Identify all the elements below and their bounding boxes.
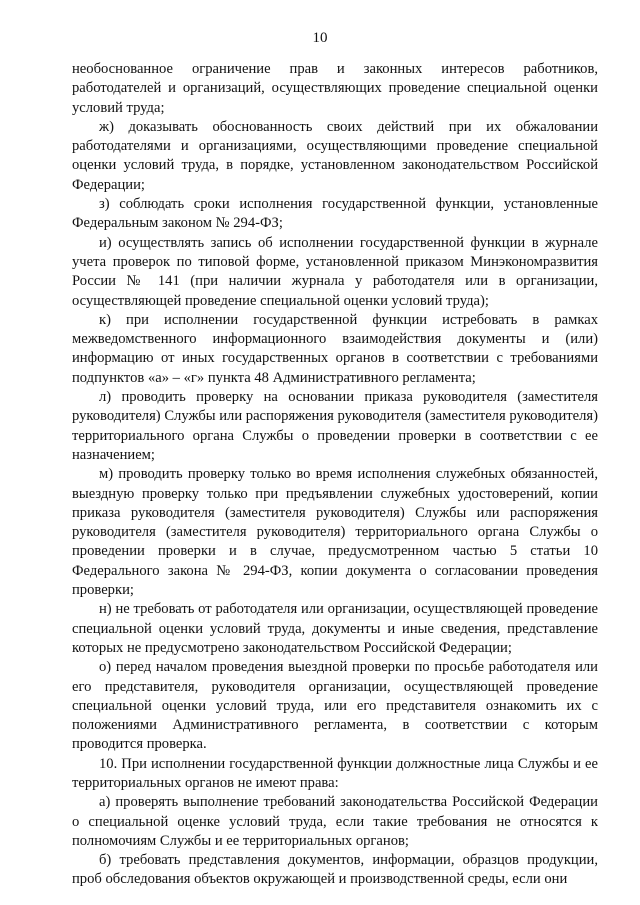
- paragraph-item-k: к) при исполнении государственной функции истребовать в рамках межведомственного информационного взаимодействия документы и (или) информацию от иных государственных органов в соответствии с требованиями подпунктов «а» – «г» пункта 48 Административного регламента;: [72, 311, 598, 386]
- paragraph-continuation: необоснованное ограничение прав и законных интересов работников, работодателей и организаций, осуществляющих проведение специальной оценки условий труда;: [72, 61, 598, 116]
- document-body: [72, 60, 598, 890]
- paragraph-item-b: б) требовать представления документов, информации, образцов продукции, проб обследования объектов окружающей и производственной среды, если они: [72, 852, 598, 888]
- paragraph-item-l: л) проводить проверку на основании приказа руководителя (заместителя руководителя) Службы или распоряжения руководителя (заместителя руководителя) территориального органа Службы о проведении проверки в соответствии с ее назначением;: [72, 389, 598, 463]
- paragraph-section-10: 10. При исполнении государственной функции должностные лица Службы и ее территориальных органов не имеют права:: [72, 755, 598, 791]
- paragraph-item-z: з) соблюдать сроки исполнения государственной функции, установленные Федеральным законом № 294-ФЗ;: [72, 196, 598, 232]
- paragraph-item-m: м) проводить проверку только во время исполнения служебных обязанностей, выездную проверку только при предъявлении служебных удостоверений, копии приказа руководителя (заместителя руководителя) Службы или распоряжения руководителя (заместителя руководителя) территориального органа Службы о проведении проверки и в случае, предусмотренном частью 5 статьи 10 Федерального закона № 294-ФЗ, копии документа о согласовании проведения проверки;: [72, 466, 598, 599]
- paragraph-item-o: о) перед началом проведения выездной проверки по просьбе работодателя или его представителя, руководителя организации, осуществляющей проведение специальной оценки условий труда, или его представителя ознакомить их с положениями Административного регламента, в соответствии с которым проводится проверка.: [72, 659, 598, 753]
- paragraph-item-zh: ж) доказывать обоснованность своих действий при их обжаловании работодателями и организациями, осуществляющими проведение специальной оценки условий труда, в порядке, установленном законодательством Российской Федерации;: [72, 118, 598, 193]
- paragraph-item-a: а) проверять выполнение требований законодательства Российской Федерации о специальной оценке условий труда, если такие требования не относятся к полномочиям Службы и ее территориальных органов;: [72, 794, 598, 849]
- page-number: 10: [312, 30, 328, 46]
- paragraph-item-i: и) осуществлять запись об исполнении государственной функции в журнале учета проверок по типовой форме, установленной приказом Минэкономразвития России № 141 (при наличии журнала у работодателя или в организации, осуществляющей проведение специальной оценки условий труда);: [72, 234, 598, 309]
- paragraph-item-n: н) не требовать от работодателя или организации, осуществляющей проведение специальной оценки условий труда, документы и иные сведения, представление которых не предусмотрено законодательством Российской Федерации;: [72, 601, 598, 656]
